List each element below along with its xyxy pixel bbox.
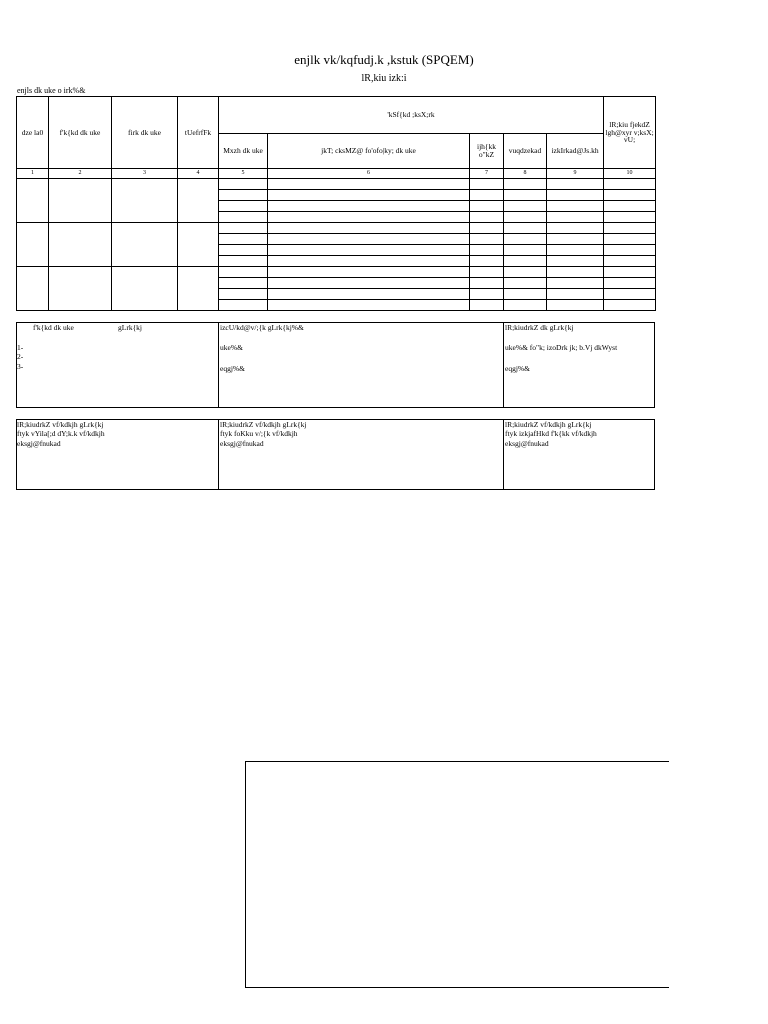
table-cell: [547, 245, 604, 256]
table-cell: [219, 190, 268, 201]
school-name-label: enjls dk uke o irk%&: [17, 86, 86, 95]
table-cell: [470, 234, 504, 245]
document-subtitle: lR,kiu izk:i: [361, 73, 407, 84]
officer-3-line: ftyk izkjafHkd f'k{kk vf/kdkjh: [505, 429, 597, 438]
table-cell: [49, 179, 112, 223]
table-cell: [178, 223, 219, 267]
table-cell: [219, 267, 268, 278]
table-cell: [219, 223, 268, 234]
list-item: 3-: [17, 362, 24, 371]
table-cell: [604, 201, 656, 212]
table-cell: [604, 289, 656, 300]
table-cell: [112, 267, 178, 311]
manager-seal-label: eqgj%&: [220, 364, 245, 373]
table-cell: [604, 179, 656, 190]
header-qualification: 'kSf{kd ;ksX;rk: [219, 97, 604, 134]
table-cell: [470, 223, 504, 234]
col-number: 3: [112, 169, 178, 179]
table-cell: [604, 256, 656, 267]
table-cell: [470, 289, 504, 300]
table-cell: [504, 300, 547, 311]
col-number: 4: [178, 169, 219, 179]
table-cell: [604, 267, 656, 278]
table-row: [17, 179, 656, 190]
header-degree-name: Mxzh dk uke: [219, 134, 268, 169]
header-serial: dze la0: [17, 97, 49, 169]
table-cell: [268, 234, 470, 245]
empty-frame: [245, 761, 669, 988]
table-cell: [604, 245, 656, 256]
table-cell: [219, 245, 268, 256]
list-item: 1-: [17, 343, 24, 352]
divider: [503, 322, 504, 408]
table-cell: [49, 223, 112, 267]
col-number: 7: [470, 169, 504, 179]
table-cell: [604, 278, 656, 289]
officer-2-line: eksgj@fnukad: [220, 439, 264, 448]
table-cell: [178, 179, 219, 223]
table-cell: [268, 223, 470, 234]
table-cell: [470, 179, 504, 190]
table-cell: [219, 179, 268, 190]
table-cell: [268, 300, 470, 311]
table-cell: [17, 223, 49, 267]
table-cell: [504, 289, 547, 300]
table-cell: [112, 223, 178, 267]
verifier-seal-label: eqgj%&: [505, 364, 530, 373]
table-cell: [268, 212, 470, 223]
manager-signature-heading: izcU/kd@v/;{k gLrk{kj%&: [220, 323, 304, 332]
table-row: [17, 267, 656, 278]
table-cell: [547, 267, 604, 278]
table-cell: [504, 234, 547, 245]
table-cell: [470, 190, 504, 201]
table-cell: [268, 201, 470, 212]
document-title: enjlk vk/kqfudj.k ,kstuk (SPQEM): [294, 52, 474, 67]
col-number: 2: [49, 169, 112, 179]
divider: [503, 419, 504, 490]
table-cell: [547, 223, 604, 234]
table-cell: [604, 190, 656, 201]
table-cell: [49, 267, 112, 311]
table-cell: [219, 212, 268, 223]
table-cell: [17, 179, 49, 223]
header-roll-number: vuqdzekad: [504, 134, 547, 169]
table-cell: [504, 223, 547, 234]
table-cell: [268, 278, 470, 289]
table-cell: [470, 278, 504, 289]
table-cell: [547, 278, 604, 289]
officer-2-line: ftyk foKku v/;{k vf/kdkjh: [220, 429, 298, 438]
header-marks: izkIrkad@Js.kh: [547, 134, 604, 169]
header-dob: tUefrfFk: [178, 97, 219, 169]
table-cell: [504, 212, 547, 223]
table-cell: [268, 179, 470, 190]
header-remarks: lR;kiu fjekdZ lgh@xyr v;ksX; vU;: [604, 97, 656, 169]
table-cell: [547, 179, 604, 190]
header-board-name: jkT; cksMZ@ fo'ofo|ky; dk uke: [268, 134, 470, 169]
table-cell: [604, 234, 656, 245]
table-cell: [547, 289, 604, 300]
table-cell: [219, 289, 268, 300]
table-cell: [547, 190, 604, 201]
header-father-name: firk dk uke: [112, 97, 178, 169]
table-cell: [17, 267, 49, 311]
table-cell: [470, 201, 504, 212]
divider: [218, 419, 219, 490]
table-cell: [178, 267, 219, 311]
officer-2-line: lR;kiudrkZ vf/kdkjh gLrk{kj: [220, 420, 307, 429]
table-cell: [268, 190, 470, 201]
table-cell: [470, 245, 504, 256]
table-cell: [470, 256, 504, 267]
table-cell: [268, 256, 470, 267]
table-cell: [547, 201, 604, 212]
officer-1-line: ftyk vYila[;d dY;k.k vf/kdkjh: [17, 429, 105, 438]
verifier-signature-heading: lR;kiudrkZ dk gLrk{kj: [505, 323, 574, 332]
col-number: 1: [17, 169, 49, 179]
teacher-name-heading: f'k{kd dk uke: [33, 323, 74, 332]
table-cell: [547, 300, 604, 311]
table-cell: [219, 300, 268, 311]
col-number: 9: [547, 169, 604, 179]
officer-3-line: eksgj@fnukad: [505, 439, 549, 448]
officer-1-line: lR;kiudrkZ vf/kdkjh gLrk{kj: [17, 420, 104, 429]
table-cell: [604, 212, 656, 223]
col-number: 5: [219, 169, 268, 179]
teacher-signature-heading: gLrk{kj: [118, 323, 143, 332]
verifier-name-label: uke%& fo"k; izoDrk jk; b.Vj dkWyst: [505, 343, 618, 352]
signature-section: [16, 322, 655, 408]
table-cell: [547, 256, 604, 267]
manager-name-label: uke%&: [220, 343, 243, 352]
list-item: 2-: [17, 352, 24, 361]
table-cell: [504, 256, 547, 267]
table-cell: [504, 179, 547, 190]
table-cell: [268, 267, 470, 278]
table-cell: [604, 300, 656, 311]
table-cell: [470, 300, 504, 311]
table-cell: [470, 267, 504, 278]
table-cell: [470, 212, 504, 223]
table-cell: [504, 245, 547, 256]
table-cell: [604, 223, 656, 234]
col-number: 6: [268, 169, 470, 179]
table-cell: [219, 278, 268, 289]
table-cell: [547, 212, 604, 223]
table-cell: [547, 234, 604, 245]
officer-1-line: eksgj@fnukad: [17, 439, 61, 448]
table-cell: [219, 201, 268, 212]
table-cell: [504, 201, 547, 212]
table-cell: [219, 256, 268, 267]
table-cell: [268, 289, 470, 300]
table-cell: [504, 278, 547, 289]
table-cell: [504, 267, 547, 278]
table-cell: [219, 234, 268, 245]
table-body: [17, 179, 656, 311]
verification-table: [16, 96, 656, 311]
table-row: [17, 223, 656, 234]
header-teacher-name: f'k{kd dk uke: [49, 97, 112, 169]
divider: [218, 322, 219, 408]
table-cell: [504, 190, 547, 201]
officer-3-line: lR;kiudrkZ vf/kdkjh gLrk{kj: [505, 420, 592, 429]
table-cell: [268, 245, 470, 256]
table-cell: [112, 179, 178, 223]
header-exam-year: ijh{kk o"kZ: [470, 134, 504, 169]
col-number: 8: [504, 169, 547, 179]
col-number: 10: [604, 169, 656, 179]
